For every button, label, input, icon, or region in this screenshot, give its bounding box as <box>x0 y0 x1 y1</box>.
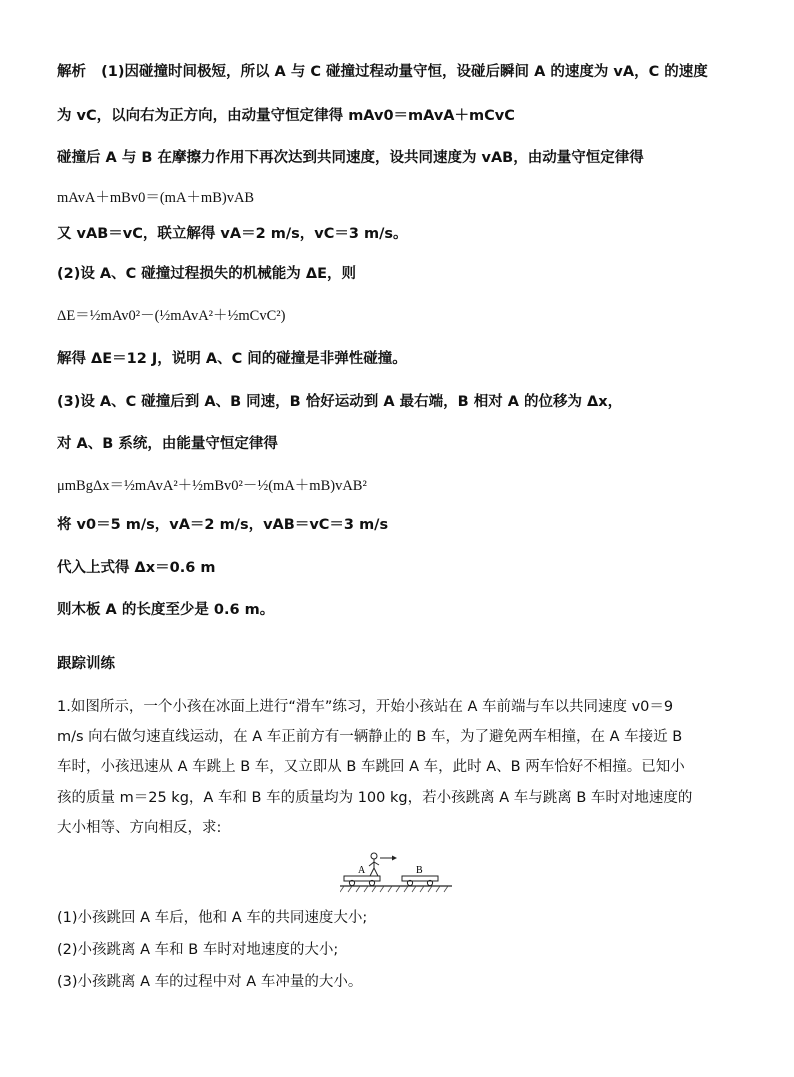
problem-line-5: 大小相等、方向相反，求: <box>57 820 222 836</box>
solution-label: 解析 <box>57 64 86 80</box>
question-3: (3)小孩跳离 A 车的过程中对 A 车冲量的大小。 <box>57 974 363 990</box>
section-heading: 跟踪训练 <box>57 656 115 672</box>
car-a-body <box>344 876 380 881</box>
solution-line-5: 又 vAB＝vC，联立解得 vA＝2 m/s，vC＝3 m/s。 <box>57 226 408 242</box>
ground-hatching <box>340 886 448 892</box>
problem-line-4: 孩的质量 m＝25 kg，A 车和 B 车的质量均为 100 kg，若小孩跳离 A 车与跳离 B 车时对地速度的 <box>57 790 693 806</box>
solution-line-10: 对 A、B 系统，由能量守恒定律得 <box>57 436 278 452</box>
solution-line-14: 则木板 A 的长度至少是 0.6 m。 <box>57 602 275 618</box>
solution-line-9: (3)设 A、C 碰撞后到 A、B 同速，B 恰好运动到 A 最右端，B 相对 A 的位移为 Δx， <box>57 394 623 410</box>
child-head <box>371 853 377 859</box>
solution-line-13: 代入上式得 Δx＝0.6 m <box>57 560 216 576</box>
solution-line-2: 为 vC，以向右为正方向，由动量守恒定律得 mAv0＝mAvA＋mCvC <box>57 108 515 124</box>
equation-energy-loss: ΔE＝½mAv0²－(½mAvA²＋½mCvC²) <box>57 308 286 324</box>
question-1: (1)小孩跳回 A 车后，他和 A 车的共同速度大小; <box>57 910 368 926</box>
equation-momentum-ab: mAvA＋mBv0＝(mA＋mB)vAB <box>57 190 255 206</box>
solution-line-6: (2)设 A、C 碰撞过程损失的机械能为 ΔE，则 <box>57 266 356 282</box>
velocity-arrowhead <box>392 856 397 861</box>
label-a: A <box>358 865 366 876</box>
label-b: B <box>416 865 423 876</box>
carts-diagram <box>340 848 455 894</box>
solution-line-8: 解得 ΔE＝12 J，说明 A、C 间的碰撞是非弹性碰撞。 <box>57 351 407 367</box>
equation-energy-conservation: μmBgΔx＝½mAvA²＋½mBv0²－½(mA＋mB)vAB² <box>57 478 367 494</box>
solution-line-1 <box>57 62 708 82</box>
problem-line-2: m/s 向右做匀速直线运动，在 A 车正前方有一辆静止的 B 车，为了避免两车相撞，在 A 车接近 B <box>57 729 683 745</box>
question-2: (2)小孩跳离 A 车和 B 车时对地速度的大小; <box>57 942 339 958</box>
problem-line-3: 车时，小孩迅速从 A 车跳上 B 车，又立即从 B 车跳回 A 车，此时 A、B 两车恰好不相撞。已知小 <box>57 759 685 775</box>
carts-figure <box>340 848 455 898</box>
solution-line-12: 将 v0＝5 m/s，vA＝2 m/s，vAB＝vC＝3 m/s <box>57 517 389 533</box>
problem-line-1: 1.如图所示，一个小孩在冰面上进行“滑车”练习，开始小孩站在 A 车前端与车以共同速度 v0＝9 <box>57 699 674 715</box>
solution-text-1: (1)因碰撞时间极短，所以 A 与 C 碰撞过程动量守恒，设碰后瞬间 A 的速度为 vA，C 的速度 <box>101 64 708 80</box>
car-b-body <box>402 876 438 881</box>
solution-line-3: 碰撞后 A 与 B 在摩擦力作用下再次达到共同速度，设共同速度为 vAB，由动量守恒定律得 <box>57 150 644 166</box>
